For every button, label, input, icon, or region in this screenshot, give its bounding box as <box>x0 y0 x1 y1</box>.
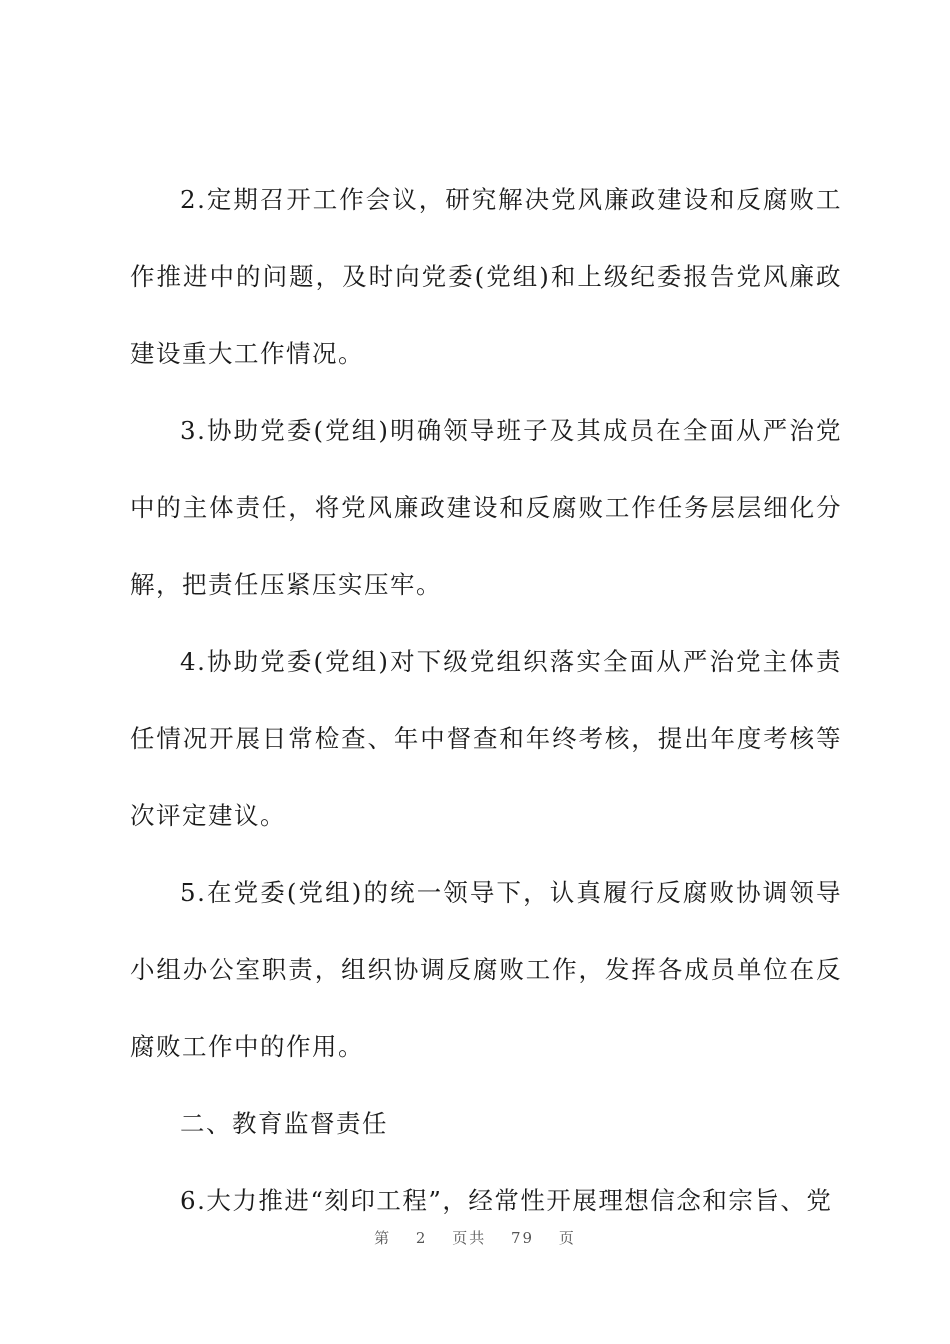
footer-prefix: 第 <box>374 1229 392 1247</box>
paragraph-item-6: 6.大力推进“刻印工程”，经常性开展理想信念和宗旨、党 <box>180 1186 833 1215</box>
section-heading: 二、教育监督责任 <box>180 1109 388 1138</box>
paragraph-item-2: 2.定期召开工作会议，研究解决党风廉政建设和反腐败工作推进中的问题，及时向党委(党组)和上级纪委报告党风廉政建设重大工作情况。 <box>130 185 842 368</box>
footer-middle: 页共 <box>452 1229 487 1247</box>
paragraph-item-3: 3.协助党委(党组)明确领导班子及其成员在全面从严治党中的主体责任，将党风廉政建设和反腐败工作任务层层细化分解，把责任压紧压实压牢。 <box>130 416 842 599</box>
page-footer <box>0 1227 950 1248</box>
document-body <box>130 161 842 1239</box>
footer-suffix: 页 <box>558 1229 576 1247</box>
footer-total-pages: 79 <box>511 1229 535 1247</box>
paragraph-item-4: 4.协助党委(党组)对下级党组织落实全面从严治党主体责任情况开展日常检查、年中督查和年终考核，提出年度考核等次评定建议。 <box>130 647 842 830</box>
footer-page-number: 2 <box>415 1229 428 1247</box>
paragraph-item-5: 5.在党委(党组)的统一领导下，认真履行反腐败协调领导小组办公室职责，组织协调反腐败工作，发挥各成员单位在反腐败工作中的作用。 <box>130 878 842 1061</box>
